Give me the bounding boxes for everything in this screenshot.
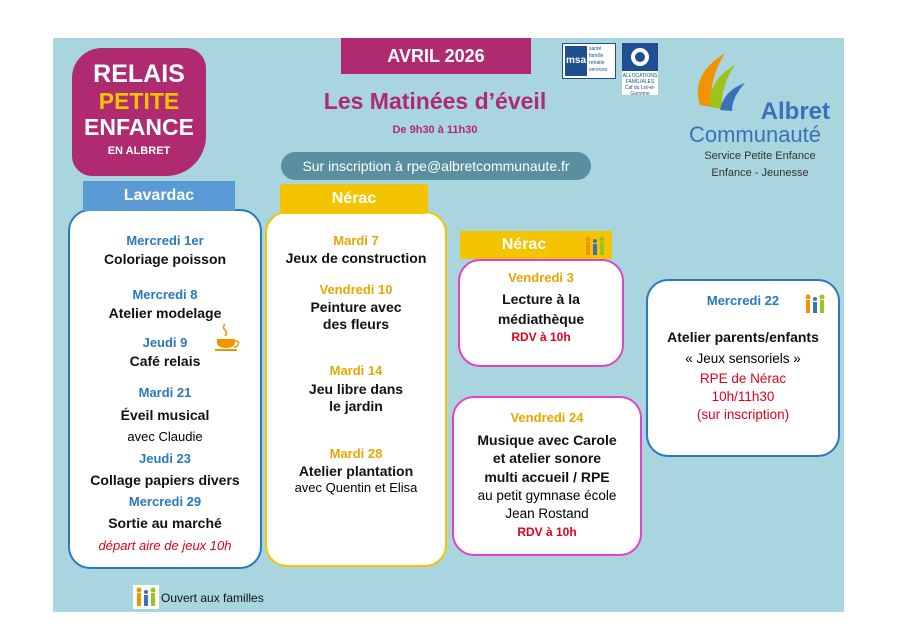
lavardac-day-2: Mercredi 8 — [132, 287, 198, 302]
lavardac-day-6: Mercredi 29 — [128, 494, 202, 509]
m22-activity: Atelier parents/enfants — [667, 329, 819, 345]
lavardac-day-3: Jeudi 9 — [142, 335, 188, 350]
nerac-activity-3: Jeu libre dans — [308, 381, 404, 397]
lavardac-day-4: Mardi 21 — [138, 385, 192, 400]
msa-logo-mark: msa — [565, 46, 587, 76]
lavardac-activity-6: Sortie au marché — [108, 515, 222, 531]
albret-sub: Communauté — [688, 122, 822, 147]
lavardac-activity-2: Atelier modelage — [108, 305, 222, 321]
v3-rdv: RDV à 10h — [511, 330, 571, 344]
nerac-tab: Nérac — [280, 184, 428, 214]
lavardac-activity-5: Collage papiers divers — [90, 472, 240, 488]
inscription-banner: Sur inscription à rpe@albretcommunaute.fr — [281, 152, 591, 180]
page-title: Les Matinées d’éveil — [323, 88, 547, 114]
v3-activity-b: médiathèque — [497, 311, 585, 327]
lavardac-activity-4b: avec Claudie — [127, 429, 203, 444]
msa-logo — [562, 43, 616, 79]
lavardac-activity-6b: départ aire de jeux 10h — [98, 538, 232, 553]
caf-logo-text: ALLOCATIONS FAMILIALES Caf du Lot-et-Garonne — [622, 73, 658, 97]
rpe-logo-line2: PETITE — [98, 88, 180, 114]
m22-activity-d: 10h/11h30 — [711, 389, 775, 404]
nerac-activity-1: Jeux de construction — [285, 250, 427, 266]
family-icon — [583, 235, 607, 262]
lavardac-day-5: Jeudi 23 — [138, 451, 192, 466]
nerac-day-4: Mardi 28 — [329, 446, 383, 461]
nerac-activity-4b: avec Quentin et Elisa — [294, 480, 418, 495]
family-icon — [133, 585, 159, 609]
caf-emblem-icon — [622, 43, 658, 71]
nerac-activity-2: Peinture avec — [310, 299, 402, 315]
lavardac-activity-4: Éveil musical — [120, 407, 210, 423]
rpe-logo — [72, 48, 206, 176]
month-banner: AVRIL 2026 — [341, 38, 531, 74]
lavardac-activity-1: Coloriage poisson — [103, 251, 227, 267]
lavardac-day-1: Mercredi 1er — [126, 233, 204, 248]
albret-name: Albret — [760, 98, 830, 125]
lavardac-card — [68, 209, 262, 569]
m22-activity-e: (sur inscription) — [696, 407, 790, 422]
v3-day: Vendredi 3 — [508, 270, 574, 285]
nerac-activity-2b: des fleurs — [322, 316, 390, 332]
m22-activity-b: « Jeux sensoriels » — [685, 351, 801, 366]
caf-logo — [622, 43, 658, 95]
v24-activity-e: Jean Rostand — [505, 506, 589, 521]
lavardac-tab: Lavardac — [83, 181, 235, 211]
v24-activity-b: et atelier sonore — [492, 450, 602, 466]
msa-logo-text: santé famille retraite services — [589, 46, 608, 73]
m22-activity-c: RPE de Nérac — [699, 371, 787, 386]
m22-day: Mercredi 22 — [706, 293, 780, 308]
coffee-cup-icon — [213, 322, 243, 352]
nerac-day-1: Mardi 7 — [333, 233, 379, 248]
nerac-card — [265, 211, 447, 567]
v24-rdv: RDV à 10h — [517, 525, 577, 539]
v24-day: Vendredi 24 — [510, 410, 584, 425]
hours-text: De 9h30 à 11h30 — [392, 124, 478, 136]
nerac-activity-4: Atelier plantation — [298, 463, 414, 479]
albret-service1: Service Petite Enfance — [704, 150, 816, 162]
lavardac-activity-3: Café relais — [129, 353, 201, 369]
v24-activity: Musique avec Carole — [477, 432, 617, 448]
rpe-logo-line3: ENFANCE — [84, 114, 194, 140]
nerac-activity-3b: le jardin — [329, 398, 383, 414]
v24-activity-c: multi accueil / RPE — [484, 469, 610, 485]
legend-text: Ouvert aux familles — [161, 591, 264, 605]
rpe-logo-line4: EN ALBRET — [107, 145, 171, 157]
family-icon — [803, 293, 827, 320]
rpe-logo-line1: RELAIS — [93, 60, 185, 88]
v24-activity-d: au petit gymnase école — [477, 488, 617, 503]
vendredi24-card — [452, 396, 642, 556]
nerac-day-2: Vendredi 10 — [319, 282, 393, 297]
nerac2-tab-label: Nérac — [501, 236, 547, 253]
albret-service2: Enfance - Jeunesse — [711, 167, 809, 179]
v3-activity: Lecture à la — [502, 291, 580, 307]
vendredi3-card — [458, 259, 624, 367]
nerac-day-3: Mardi 14 — [329, 363, 383, 378]
